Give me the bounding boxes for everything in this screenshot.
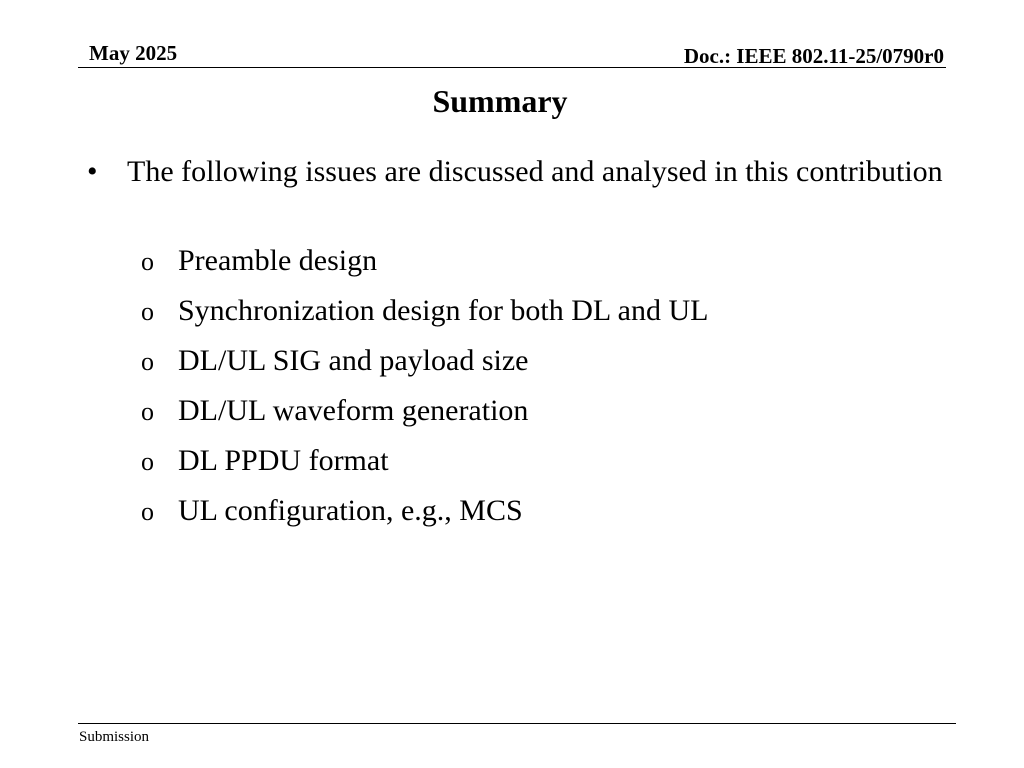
header-date: May 2025 [89,41,178,65]
main-bullet-text: The following issues are discussed and analysed in this contribution [127,155,943,188]
bullet-marker: • [87,155,98,188]
header-doc-id: Doc.: IEEE 802.11-25/0790r0 [683,44,944,68]
sub-bullet-text: UL configuration, e.g., MCS [178,494,523,527]
sub-bullet-text: DL/UL waveform generation [178,394,529,427]
footer-label: Submission [79,729,150,745]
footer-divider [78,723,956,724]
sub-bullet-text: DL PPDU format [178,444,389,477]
sub-bullet-marker: o [141,297,154,326]
header-divider [78,67,946,68]
sub-bullet-marker: o [141,347,154,376]
sub-bullet-marker: o [141,497,154,526]
sub-bullet-text: Synchronization design for both DL and UL [178,294,709,327]
sub-bullet-text: DL/UL SIG and payload size [178,344,529,377]
sub-bullet-text: Preamble design [178,244,378,277]
sub-bullet-marker: o [141,397,154,426]
sub-bullet-marker: o [141,447,154,476]
slide-title: Summary [432,83,568,119]
sub-bullet-marker: o [141,247,154,276]
main-bullet [87,152,963,192]
